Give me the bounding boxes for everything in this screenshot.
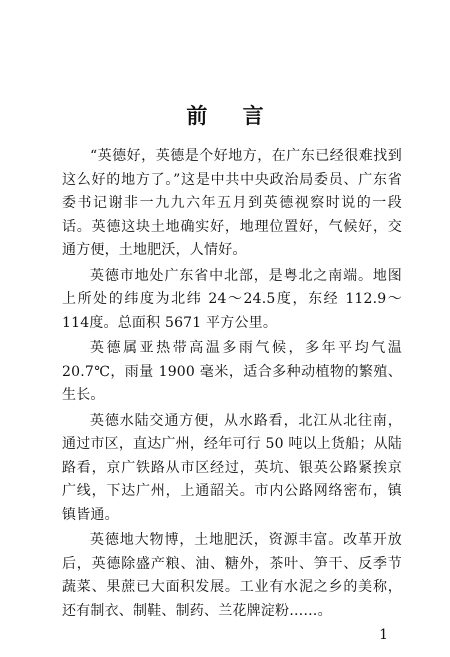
paragraph-4: 英德水陆交通方便，从水路看，北江从北往南，通过市区，直达广州，经年可行 50 吨以上货船；从陆路看，京广铁路从市区经过，英坑、银英公路紧挨京广线，下达广州，上通韶关。市内公路网络密布，镇镇皆通。 — [62, 412, 402, 523]
page-title: 前 言 — [186, 104, 278, 128]
paragraph-1: “英德好，英德是个好地方，在广东已经很难找到这么好的地方了。”这是中共中央政治局委员、广东省委书记谢非一九九六年五月到英德视察时说的一段话。英德这块土地确实好，地理位置好，气候好，交通方便，土地肥沃，人情好。 — [62, 148, 402, 258]
paragraph-2: 英德市地处广东省中北部，是粤北之南端。地图上所处的纬度为北纬 24～24.5度，东经 112.9～114度。总面积 5671 平方公里。 — [62, 267, 402, 331]
paragraph-5: 英德地大物博，土地肥沃，资源丰富。改革开放后，英德除盛产粮、油、糖外，茶叶、笋干、反季节蔬菜、果蔗已大面积发展。工业有水泥之乡的美称，还有制衣、制鞋、制药、兰花牌淀粉……。 — [62, 532, 402, 619]
page-number: 1 — [379, 627, 388, 643]
body-text — [62, 145, 402, 625]
paragraph-3: 英德属亚热带高温多雨气候，多年平均气温 20.7℃，雨量 1900 毫米，适合多种动植物的繁殖、生长。 — [62, 340, 402, 403]
